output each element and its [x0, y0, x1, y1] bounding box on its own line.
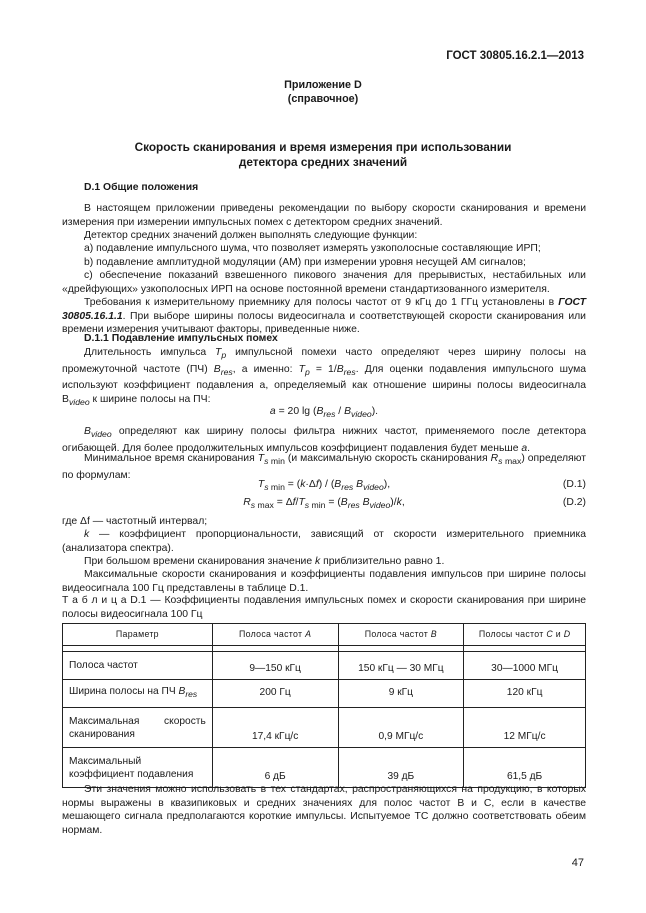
appendix-title: Приложение D — [284, 79, 362, 91]
table-row: Максимальная скорость сканирования 17,4 кГц/с 0,9 МГц/с 12 МГц/с — [63, 708, 586, 748]
heading-d1: D.1 Общие положения — [84, 182, 199, 193]
appendix-note: (справочное) — [287, 93, 359, 105]
where-delta-f: где Δf — частотный интервал; — [62, 516, 208, 527]
section-title-line1: Скорость сканирования и время измерения при использовании — [134, 140, 512, 154]
paragraph-d1-requirements: Требования к измерительному приемнику для полосы частот от 9 кГц до 1 ГГц установлены в ГОСТ 30805.16.1.1. При выборе ширины полосы видеосигнала и соответствующей скорости сканирования или времени измерения учитывают факторы, приведенные ниже. — [62, 297, 586, 335]
table-caption: Т а б л и ц а D.1 — Коэффициенты подавления импульсных помех и скорости сканирования при ширине полосы видеосигнала 100 Гц — [62, 595, 586, 620]
header-parameter: Параметр — [63, 624, 213, 646]
list-item-b: b) подавление амплитудной модуляции (АМ) при измерении уровня несущей АМ сигналов; — [84, 257, 526, 268]
suppression-table — [62, 623, 586, 788]
standard-header: ГОСТ 30805.16.2.1—2013 — [446, 50, 584, 62]
table-row: Максимальный коэффициент подавления 6 дБ 39 дБ 61,5 дБ — [63, 748, 586, 788]
paragraph-bvideo: $B_{video}$ определяют как ширину полосы фильтра нижних частот, применяемого после детектора огибающей. Для более продолжительных импульсов коэффициент подавления будет меньше a. — [62, 426, 586, 454]
section-title-line2: детектора средних значений — [238, 155, 408, 169]
list-item-c: c) обеспечение показаний взвешенного пикового значения для прерывистых, нестабильных или «дрейфующих» узкополосных ИРП на основе постоянной времени стандартизованного измерителя. — [62, 270, 586, 295]
paragraph-d1-intro: В настоящем приложении приведены рекомендации по выбору скорости сканирования и времени измерения при измерении импульсных помех с детектором средних значений. — [62, 203, 586, 228]
page-number: 47 — [571, 857, 584, 869]
table-header-row — [63, 624, 586, 646]
paragraph-final: Эти значения можно использовать в тех стандартах, распространяющихся на продукцию, в которых нормы выражены в квазипиковых и средних значениях для полос частот B и C, если в качестве мешающего сигнала предполагаются короткие импульсы. Испытуемое ТС должно соответствовать обеим нормам. — [62, 784, 586, 836]
heading-d11: D.1.1 Подавление импульсных помех — [84, 333, 278, 344]
paragraph-large-scan-time: При большом времени сканирования значение k приблизительно равно 1. — [84, 556, 445, 567]
paragraph-table-ref: Максимальные скорости сканирования и коэффициенты подавления импульсов при ширине полосы видеосигнала 100 Гц представлены в таблице D.1. — [62, 569, 586, 594]
formula-d2: $R_s$ $_{max} = \Delta f/T_s$ $_{min} = (B_{res}$ $B_{video})/k$, (D.2) — [243, 497, 586, 511]
where-k: k — коэффициент пропорциональности, зависящий от скорости измерительного приемника (анализатора спектра). — [62, 529, 586, 554]
header-band-cd: Полосы частот C и D — [464, 624, 586, 646]
paragraph-min-scan-time: Минимальное время сканирования $T_s$ $_{min}$ (и максимальную скорость сканирования $R_s$ $_{max}$) определяют по формулам: — [62, 453, 587, 481]
formula-number: (D.1) — [562, 479, 586, 490]
paragraph-pulse-duration: Длительность импульса $T_p$ импульсной помехи часто определяют через ширину полосы на промежуточной частоте (ПЧ) $B_{res}$, а именно: $T_p = 1/B_{res}$. Для оценки подавления импульсного шума используют коэффициент подавления a, определяемый как отношение ширины полосы видеосигнала $B_{video}$ к ширине полосы на ПЧ: — [62, 347, 587, 407]
formula-number: (D.2) — [562, 497, 586, 508]
formula-suppression: a = 20 $\lg (B_{res} / B_{video})$. — [269, 406, 379, 420]
table-row: Полоса частот 9—150 кГц 150 кГц — 30 МГц 30—1000 МГц — [63, 652, 586, 680]
list-item-a: a) подавление импульсного шума, что позволяет измерять узкополосные составляющие ИРП; — [84, 243, 541, 254]
standard-reference: ГОСТ 30805.16.1.1 — [62, 297, 586, 322]
paragraph-d1-functions: Детектор средних значений должен выполнять следующие функции: — [84, 230, 418, 241]
formula-d1: $T_s$ $_{min} = (k\cdot\Delta f) / (B_{res}$ $B_{video}$), (D.1) — [257, 479, 586, 493]
header-band-a: Полоса частот A — [212, 624, 338, 646]
table-row: Ширина полосы на ПЧ $B_{res}$ 200 Гц 9 кГц 120 кГц — [63, 680, 586, 708]
header-band-b: Полоса частот B — [338, 624, 464, 646]
